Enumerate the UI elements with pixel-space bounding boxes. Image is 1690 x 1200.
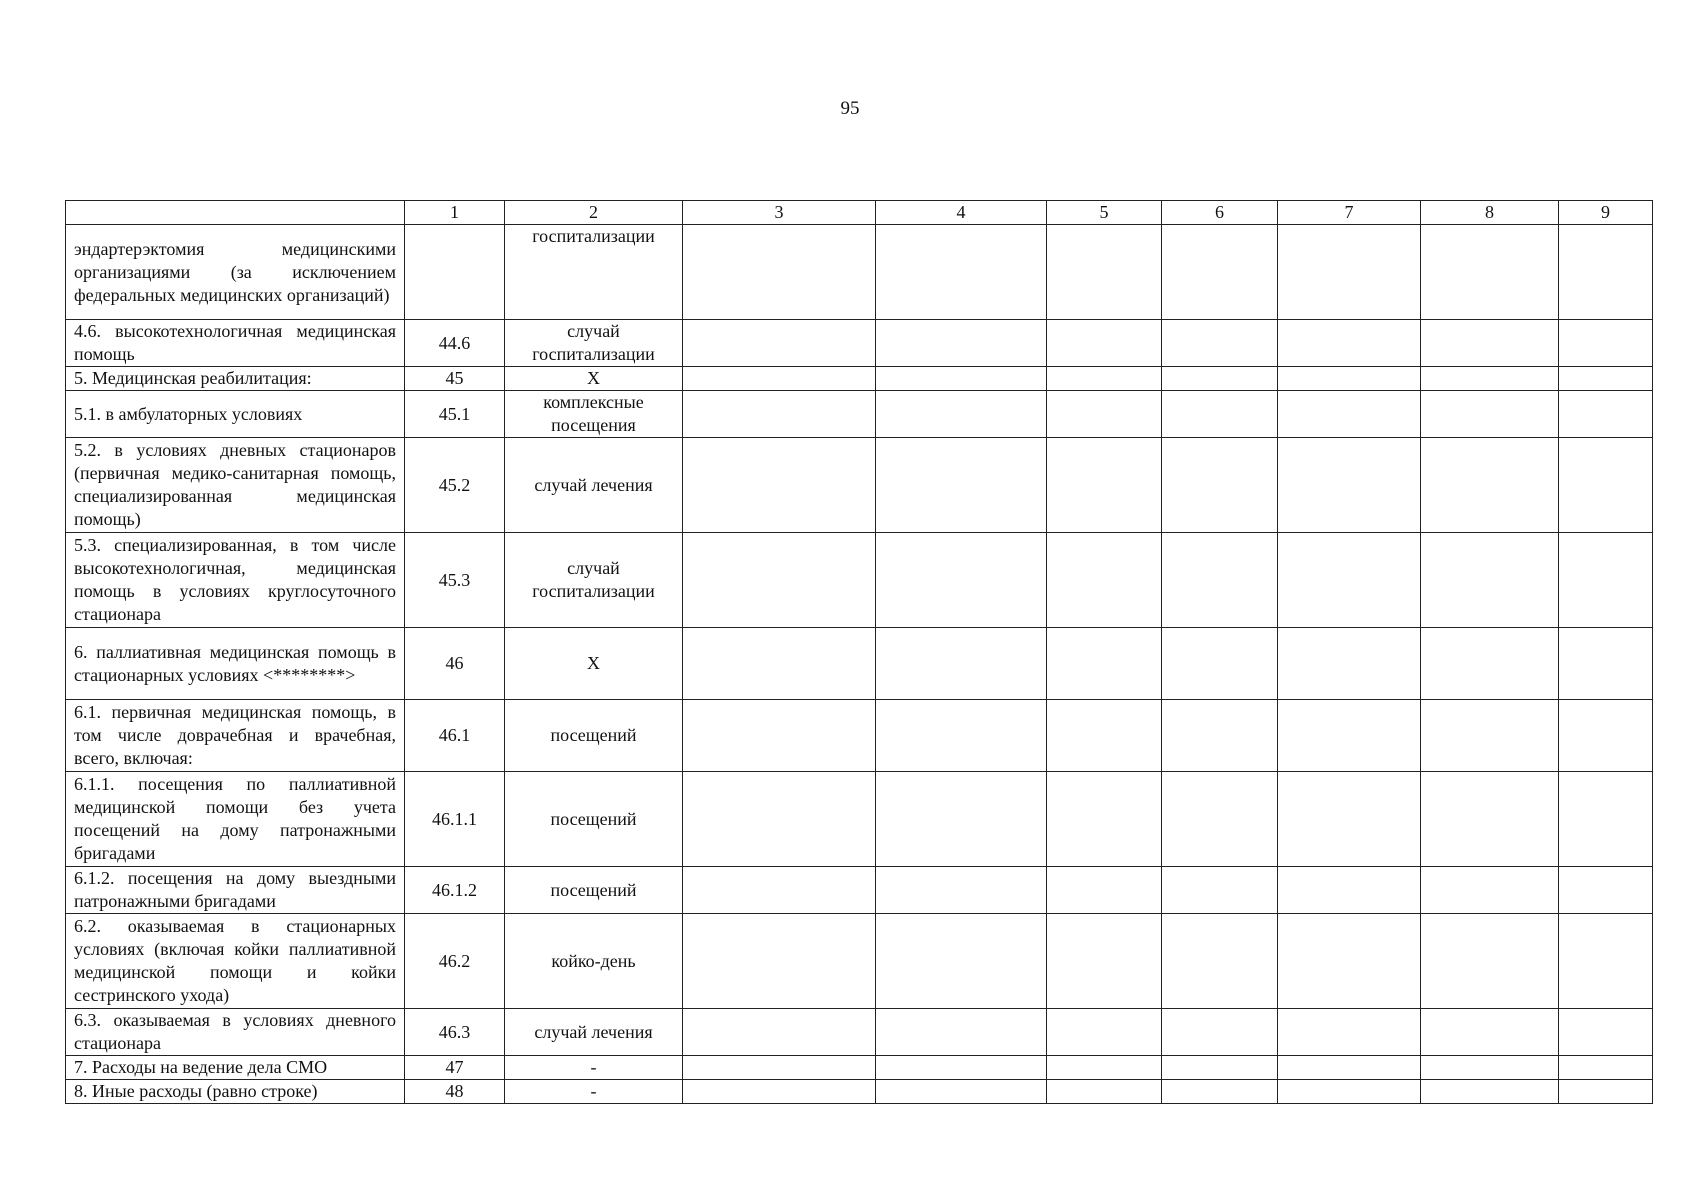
empty-value-cell — [1162, 772, 1278, 867]
empty-value-cell — [1421, 1009, 1559, 1056]
row-unit-cell: посещений — [505, 700, 683, 772]
empty-value-cell — [1278, 320, 1421, 367]
empty-value-cell — [1162, 914, 1278, 1009]
row-code-cell: 46.1 — [405, 700, 505, 772]
row-name-cell: 6.1.2. посещения на дому выездными патронажными бригадами — [66, 867, 405, 914]
empty-value-cell — [1559, 225, 1653, 320]
empty-value-cell — [1047, 438, 1162, 533]
row-unit-cell: посещений — [505, 867, 683, 914]
empty-value-cell — [1421, 533, 1559, 628]
row-unit-cell: случай госпитализации — [505, 533, 683, 628]
empty-value-cell — [1162, 700, 1278, 772]
row-name-cell: 4.6. высокотехнологичная медицинская помощь — [66, 320, 405, 367]
table-row — [66, 772, 1653, 867]
table-row — [66, 1009, 1653, 1056]
empty-value-cell — [1278, 533, 1421, 628]
empty-value-cell — [1278, 438, 1421, 533]
row-unit-cell: Х — [505, 628, 683, 700]
empty-value-cell — [1559, 772, 1653, 867]
row-unit-cell: случай госпитализации — [505, 320, 683, 367]
empty-value-cell — [1559, 320, 1653, 367]
empty-value-cell — [876, 391, 1047, 438]
empty-value-cell — [1421, 914, 1559, 1009]
empty-value-cell — [1047, 628, 1162, 700]
empty-value-cell — [1162, 1056, 1278, 1080]
empty-value-cell — [1421, 772, 1559, 867]
empty-value-cell — [876, 367, 1047, 391]
empty-value-cell — [876, 533, 1047, 628]
empty-value-cell — [683, 772, 876, 867]
row-name-cell: 5.3. специализированная, в том числе высокотехнологичная, медицинская помощь в условиях круглосуточного стационара — [66, 533, 405, 628]
row-name-cell: 6.1.1. посещения по паллиативной медицинской помощи без учета посещений на дому патронажными бригадами — [66, 772, 405, 867]
empty-value-cell — [683, 533, 876, 628]
empty-value-cell — [1421, 225, 1559, 320]
row-code-cell: 46.1.2 — [405, 867, 505, 914]
empty-value-cell — [1162, 533, 1278, 628]
table-row — [66, 320, 1653, 367]
table-row — [66, 1056, 1653, 1080]
empty-value-cell — [876, 1080, 1047, 1104]
row-name-cell: 6.3. оказываемая в условиях дневного стационара — [66, 1009, 405, 1056]
table-row — [66, 225, 1653, 320]
row-code-cell: 45.2 — [405, 438, 505, 533]
empty-value-cell — [876, 700, 1047, 772]
header-cell: 2 — [505, 201, 683, 225]
empty-value-cell — [683, 1056, 876, 1080]
empty-value-cell — [1278, 700, 1421, 772]
header-cell: 6 — [1162, 201, 1278, 225]
empty-value-cell — [1421, 1056, 1559, 1080]
table-row — [66, 391, 1653, 438]
empty-value-cell — [1559, 1009, 1653, 1056]
empty-value-cell — [876, 438, 1047, 533]
empty-value-cell — [1162, 320, 1278, 367]
empty-value-cell — [1278, 914, 1421, 1009]
empty-value-cell — [1162, 1080, 1278, 1104]
empty-value-cell — [1162, 225, 1278, 320]
empty-value-cell — [1162, 367, 1278, 391]
empty-value-cell — [1047, 533, 1162, 628]
row-unit-cell: Х — [505, 367, 683, 391]
empty-value-cell — [1278, 1009, 1421, 1056]
row-unit-cell: случай лечения — [505, 1009, 683, 1056]
empty-value-cell — [1278, 628, 1421, 700]
empty-value-cell — [683, 1080, 876, 1104]
page-number: 95 — [840, 98, 860, 119]
empty-value-cell — [1278, 867, 1421, 914]
empty-value-cell — [1162, 628, 1278, 700]
table-row — [66, 438, 1653, 533]
header-cell: 1 — [405, 201, 505, 225]
row-code-cell: 44.6 — [405, 320, 505, 367]
row-code-cell: 46 — [405, 628, 505, 700]
empty-value-cell — [1047, 391, 1162, 438]
row-unit-cell: - — [505, 1080, 683, 1104]
empty-value-cell — [1421, 1080, 1559, 1104]
empty-value-cell — [1559, 438, 1653, 533]
row-name-cell: 5.1. в амбулаторных условиях — [66, 391, 405, 438]
empty-value-cell — [876, 1056, 1047, 1080]
header-cell: 3 — [683, 201, 876, 225]
empty-value-cell — [876, 225, 1047, 320]
empty-value-cell — [1162, 867, 1278, 914]
empty-value-cell — [1278, 772, 1421, 867]
empty-value-cell — [1559, 367, 1653, 391]
empty-value-cell — [1421, 320, 1559, 367]
empty-value-cell — [1047, 1056, 1162, 1080]
empty-value-cell — [876, 772, 1047, 867]
empty-value-cell — [1559, 1080, 1653, 1104]
empty-value-cell — [1421, 367, 1559, 391]
empty-value-cell — [683, 320, 876, 367]
row-name-cell: 6.1. первичная медицинская помощь, в том числе доврачебная и врачебная, всего, включая: — [66, 700, 405, 772]
empty-value-cell — [1047, 867, 1162, 914]
row-name-cell: 6.2. оказываемая в стационарных условиях (включая койки паллиативной медицинской помощи и койки сестринского ухода) — [66, 914, 405, 1009]
table-header-row — [66, 201, 1653, 225]
row-unit-cell: случай лечения — [505, 438, 683, 533]
empty-value-cell — [1421, 700, 1559, 772]
row-unit-cell: госпитализации — [505, 225, 683, 320]
empty-value-cell — [1559, 1056, 1653, 1080]
header-cell: 4 — [876, 201, 1047, 225]
empty-value-cell — [1278, 225, 1421, 320]
empty-value-cell — [876, 914, 1047, 1009]
row-code-cell: 46.3 — [405, 1009, 505, 1056]
row-code-cell: 46.1.1 — [405, 772, 505, 867]
empty-value-cell — [1047, 700, 1162, 772]
header-cell: 8 — [1421, 201, 1559, 225]
empty-value-cell — [1559, 391, 1653, 438]
row-code-cell: 45.1 — [405, 391, 505, 438]
empty-value-cell — [1278, 367, 1421, 391]
empty-value-cell — [683, 867, 876, 914]
empty-value-cell — [1421, 438, 1559, 533]
row-unit-cell: койко-день — [505, 914, 683, 1009]
row-name-cell: эндартерэктомия медицинскими организациями (за исключением федеральных медицинских организаций) — [66, 225, 405, 320]
row-name-cell: 7. Расходы на ведение дела СМО — [66, 1056, 405, 1080]
empty-value-cell — [1278, 391, 1421, 438]
empty-value-cell — [876, 1009, 1047, 1056]
row-code-cell: 46.2 — [405, 914, 505, 1009]
empty-value-cell — [876, 628, 1047, 700]
table-row — [66, 367, 1653, 391]
row-code-cell: 47 — [405, 1056, 505, 1080]
empty-value-cell — [1559, 700, 1653, 772]
empty-value-cell — [1559, 533, 1653, 628]
header-cell: 9 — [1559, 201, 1653, 225]
empty-value-cell — [1559, 914, 1653, 1009]
empty-value-cell — [683, 438, 876, 533]
empty-value-cell — [1278, 1080, 1421, 1104]
empty-value-cell — [876, 320, 1047, 367]
row-name-cell: 5.2. в условиях дневных стационаров (первичная медико-санитарная помощь, специализированная медицинская помощь) — [66, 438, 405, 533]
empty-value-cell — [1162, 1009, 1278, 1056]
empty-value-cell — [1162, 438, 1278, 533]
row-code-cell: 45 — [405, 367, 505, 391]
empty-value-cell — [876, 867, 1047, 914]
empty-value-cell — [1047, 320, 1162, 367]
header-cell: 7 — [1278, 201, 1421, 225]
table-row — [66, 628, 1653, 700]
empty-value-cell — [1047, 914, 1162, 1009]
table-row — [66, 1080, 1653, 1104]
empty-value-cell — [1162, 391, 1278, 438]
empty-value-cell — [1047, 1009, 1162, 1056]
empty-value-cell — [1047, 772, 1162, 867]
table-row — [66, 533, 1653, 628]
row-code-cell: 48 — [405, 1080, 505, 1104]
table-row — [66, 700, 1653, 772]
row-name-cell: 6. паллиативная медицинская помощь в стационарных условиях <********> — [66, 628, 405, 700]
empty-value-cell — [683, 628, 876, 700]
empty-value-cell — [1559, 867, 1653, 914]
row-name-cell: 5. Медицинская реабилитация: — [66, 367, 405, 391]
header-cell — [66, 201, 405, 225]
empty-value-cell — [1047, 367, 1162, 391]
empty-value-cell — [1421, 867, 1559, 914]
empty-value-cell — [1421, 391, 1559, 438]
empty-value-cell — [1278, 1056, 1421, 1080]
empty-value-cell — [1559, 628, 1653, 700]
header-cell: 5 — [1047, 201, 1162, 225]
empty-value-cell — [683, 391, 876, 438]
row-name-cell: 8. Иные расходы (равно строке) — [66, 1080, 405, 1104]
row-unit-cell: - — [505, 1056, 683, 1080]
row-unit-cell: комплексные посещения — [505, 391, 683, 438]
empty-value-cell — [683, 700, 876, 772]
empty-value-cell — [683, 367, 876, 391]
empty-value-cell — [1047, 1080, 1162, 1104]
row-unit-cell: посещений — [505, 772, 683, 867]
empty-value-cell — [1421, 628, 1559, 700]
empty-value-cell — [683, 914, 876, 1009]
table-row — [66, 867, 1653, 914]
row-code-cell: 45.3 — [405, 533, 505, 628]
financing-table — [65, 200, 1653, 1104]
empty-value-cell — [1047, 225, 1162, 320]
empty-value-cell — [683, 225, 876, 320]
empty-value-cell — [683, 1009, 876, 1056]
row-code-cell — [405, 225, 505, 320]
table-row — [66, 914, 1653, 1009]
